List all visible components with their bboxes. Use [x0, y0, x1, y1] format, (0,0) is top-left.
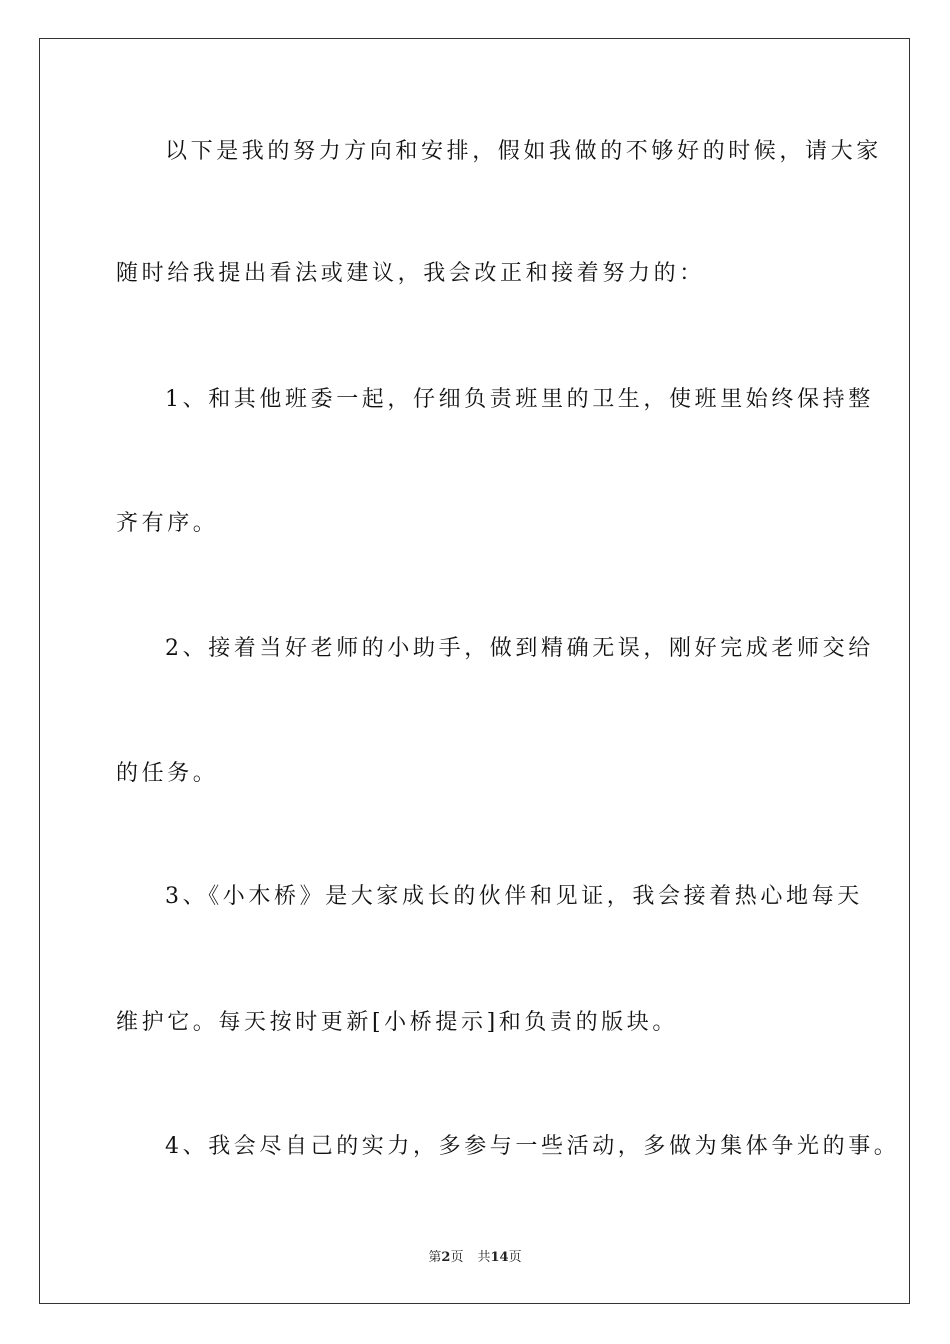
page-number: 2	[441, 1250, 451, 1265]
page-border	[39, 38, 910, 1304]
page-prefix: 第	[428, 1250, 442, 1265]
list-item-3-line-2: 维护它。每天按时更新[小桥提示]和负责的版块。	[116, 1010, 678, 1035]
total-suffix: 页	[508, 1250, 522, 1265]
total-prefix: 共	[477, 1250, 491, 1265]
list-item-1-line-1: 1、和其他班委一起，仔细负责班里的卫生，使班里始终保持整	[165, 387, 874, 412]
list-item-2-line-2: 的任务。	[116, 761, 219, 786]
paragraph-1-line-1: 以下是我的努力方向和安排，假如我做的不够好的时候，请大家	[165, 139, 882, 164]
list-item-2-line-1: 2、接着当好老师的小助手，做到精确无误，刚好完成老师交给	[165, 636, 874, 661]
page-suffix: 页	[450, 1250, 464, 1265]
total-pages: 14	[490, 1250, 509, 1265]
page-footer	[0, 1246, 950, 1265]
list-item-1-line-2: 齐有序。	[116, 511, 219, 536]
list-item-4-line-1: 4、我会尽自己的实力，多参与一些活动，多做为集体争光的事。	[165, 1134, 900, 1159]
paragraph-1-line-2: 随时给我提出看法或建议，我会改正和接着努力的：	[116, 261, 705, 286]
list-item-3-line-1: 3、《小木桥》是大家成长的伙伴和见证，我会接着热心地每天	[165, 884, 863, 909]
